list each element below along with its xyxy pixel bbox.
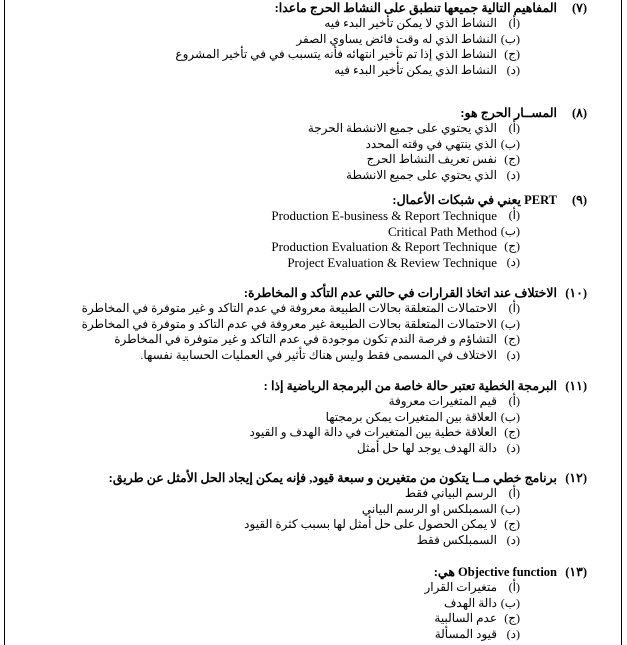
option-text: قيم المتغيرات معروفة — [388, 394, 497, 408]
option-text: دالة الهدف — [443, 595, 497, 610]
option-text: Critical Path Method — [387, 223, 497, 239]
option-text: العلاقة خطية بين المتغيرات في دالة الهدف و القيود — [249, 425, 497, 440]
question-title: البرمجة الخطية تعتبر حالة خاصة من البرمجة الرياضية إذا : — [263, 379, 557, 393]
option-text: لا يمكن الحصول على حل أمثل لها بسبب كثرة القيود — [244, 517, 497, 532]
question-title: PERT يعني في شبكات الأعمال: — [392, 193, 557, 207]
option-letter: (د) — [506, 626, 520, 641]
option-letter: (ب) — [500, 409, 520, 424]
option-text: النشاط الذي له وقت فائض يساوي الصفر — [296, 31, 497, 46]
question-title: المفاهيم التالية جميعها تنطبق على النشاط الحرج ماعدا: — [274, 1, 557, 15]
option-text: الاختلاف في المسمى فقط وليس هناك تأثير في العمليات الحسابية نفسها. — [140, 347, 497, 362]
option-letter: (د) — [506, 254, 520, 269]
left-page-border — [4, 0, 5, 645]
option-letter: (ب) — [500, 595, 520, 610]
option-text: قيود المسألة — [434, 626, 497, 641]
option-text: الذي يحتوي على جميع الانشطة الحرجة — [307, 121, 497, 135]
option-letter: (ج) — [504, 611, 520, 626]
option-text: النشاط الذي يمكن تأخير البدء فيه — [334, 62, 497, 77]
question-title: برنامج خطي مــا يتكون من متغيرين و سبعة قيود, فإنه يمكن إيجاد الحل الأمثل عن طريق: — [108, 471, 557, 485]
option-letter: (ب) — [500, 316, 520, 331]
option-letter: (ب) — [500, 501, 520, 516]
option-text: السمبلكس فقط — [416, 532, 497, 547]
option-text: دالة الهدف يوجد لها حل أمثل — [356, 440, 497, 455]
question-title: المســار الحرج هو: — [460, 106, 557, 120]
question-title: الاختلاف عند اتخاذ القرارات في حالتي عدم التأكد و المخاطرة: — [243, 286, 557, 300]
option-letter: (ج) — [504, 47, 520, 62]
option-text: الاحتمالات المتعلقة بحالات الطبيعة معروفة في عدم التاكد و غير متوفرة في المخاطرة — [81, 301, 497, 315]
option-text: الذي يحتوي على جميع الانشطة — [346, 167, 497, 182]
option-text: متغيرات القرار — [424, 580, 497, 594]
option-letter: (ب) — [500, 31, 520, 46]
question-number: (٩) — [571, 193, 587, 207]
option-letter: (أ) — [508, 580, 520, 594]
option-letter: (أ) — [508, 121, 520, 135]
option-letter: (ج) — [504, 239, 520, 254]
question-number: (١٣) — [565, 565, 587, 579]
option-text: عدم السالبية — [434, 611, 497, 626]
option-text: السمبلكس او الرسم البياني — [361, 501, 497, 516]
option-letter: (د) — [506, 167, 520, 182]
option-letter: (أ) — [508, 301, 520, 315]
option-text: الرسم البياني فقط — [404, 486, 497, 500]
option-text: الاحتمالات المتعلقة بحالات الطبيعة غير معروفة في عدم التاكد و متوفرة في المخاطرة — [81, 316, 497, 331]
option-letter: (ج) — [504, 152, 520, 167]
option-text: نفس تعريف النشاط الحرج — [366, 152, 497, 167]
option-text: Production E-business & Report Technique — [271, 208, 497, 223]
option-letter: (ج) — [504, 517, 520, 532]
question-number: (٨) — [571, 106, 587, 120]
option-letter: (أ) — [508, 486, 520, 500]
question-title: Objective function هي: — [433, 565, 557, 579]
option-text: العلاقة بين المتغيرات يمكن برمجتها — [325, 409, 497, 424]
option-letter: (ج) — [504, 332, 520, 347]
option-text: النشاط الذي لا يمكن تأخير البدء فيه — [324, 16, 497, 30]
option-letter: (د) — [506, 440, 520, 455]
option-letter: (أ) — [508, 208, 520, 222]
option-letter: (أ) — [508, 16, 520, 30]
right-page-border — [621, 0, 622, 645]
question-number: (١٢) — [565, 471, 587, 485]
question-number: (١٠) — [565, 286, 587, 300]
option-letter: (د) — [506, 347, 520, 362]
option-text: التشاؤم و فرصة الندم تكون موجودة في عدم التاكد و غير متوفرة في المخاطرة — [114, 332, 497, 347]
option-letter: (ب) — [500, 136, 520, 151]
option-letter: (د) — [506, 532, 520, 547]
question-number: (٧) — [571, 1, 587, 15]
option-letter: (د) — [506, 62, 520, 77]
option-letter: (ج) — [504, 425, 520, 440]
option-text: Production Evaluation & Report Technique — [271, 239, 497, 255]
question-number: (١١) — [565, 379, 587, 393]
option-text: الذي ينتهي في وقته المحدد — [365, 136, 497, 151]
option-text: النشاط الذي إذا تم تأخير انتهائه فأنه يتسبب في في تأخير المشروع — [175, 47, 497, 62]
option-letter: (أ) — [508, 394, 520, 408]
option-letter: (ب) — [500, 223, 520, 238]
option-text: Project Evaluation & Review Technique — [287, 254, 497, 270]
